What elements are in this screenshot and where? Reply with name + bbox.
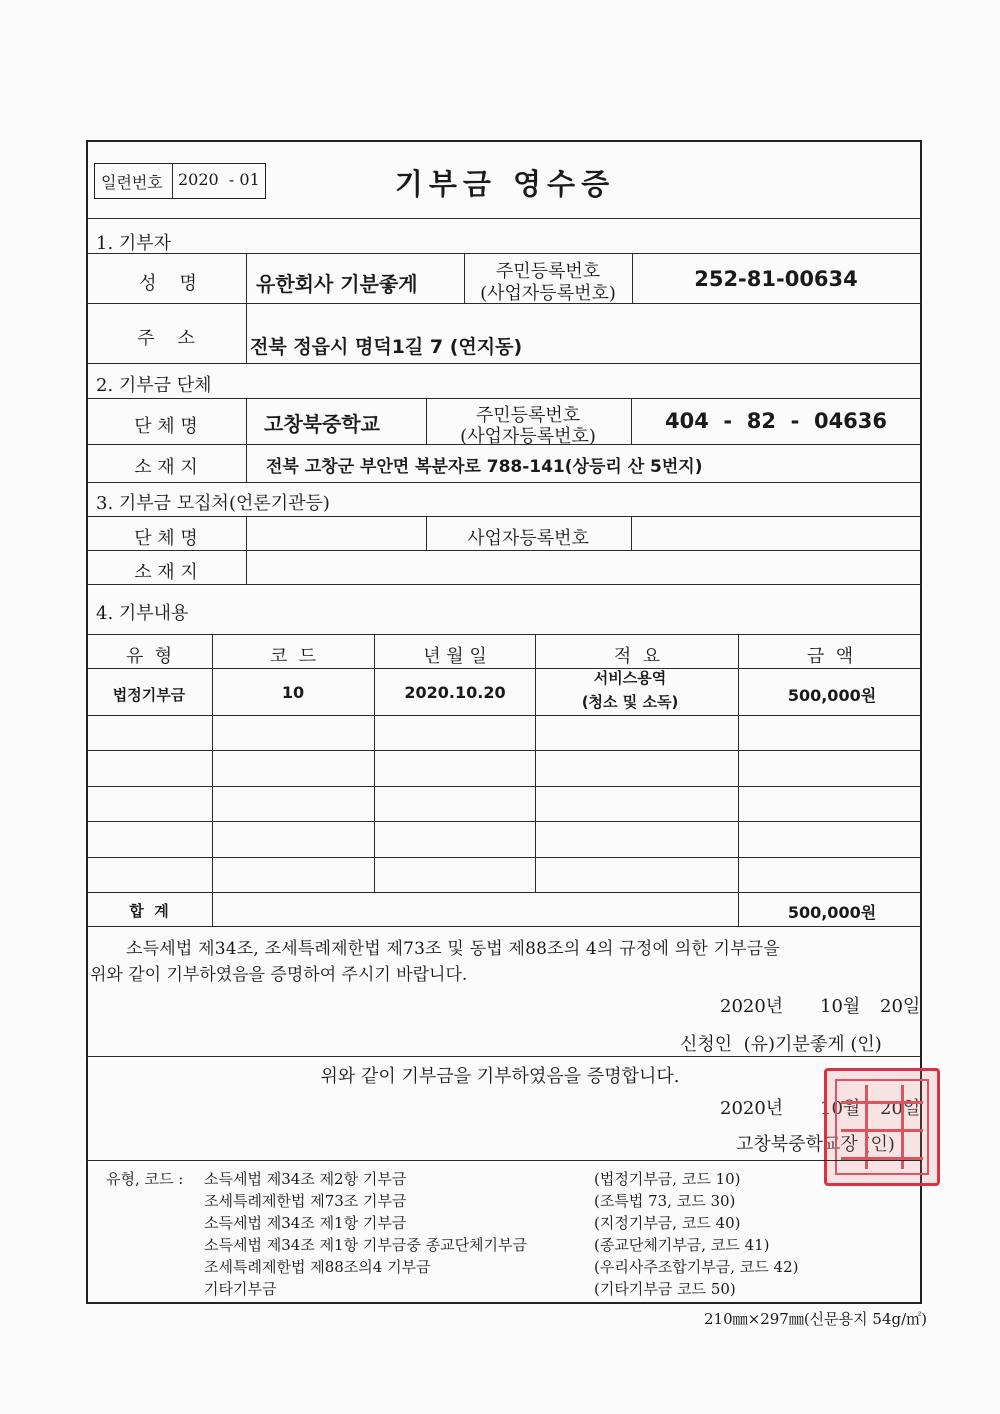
certification-month: 10월	[820, 1098, 861, 1119]
line	[738, 634, 739, 926]
line	[535, 634, 536, 892]
donor-name-label: 성 명	[139, 273, 197, 294]
recipient-org-value: 고창북중학교	[264, 412, 380, 436]
line	[86, 715, 922, 716]
recipient-regno-value: 404 - 82 - 04636	[664, 409, 888, 433]
donor-address-value: 전북 정읍시 명덕1길 7 (연지동)	[250, 336, 523, 358]
collector-location-label: 소 재 지	[134, 562, 198, 583]
donor-regno-value: 252-81-00634	[694, 267, 858, 291]
note-law: 소득세법 제34조 제1항 기부금	[204, 1214, 407, 1232]
donor-regno-label-2: (사업자등록번호)	[480, 283, 616, 304]
row-desc-1: 서비스용역	[593, 669, 667, 687]
donor-regno-label-1: 주민등록번호	[495, 261, 601, 282]
col-header-type: 유 형	[125, 646, 173, 667]
certification-text: 위와 같이 기부금을 기부하였음을 증명합니다.	[320, 1066, 680, 1087]
row-code: 10	[281, 683, 305, 702]
note-code: (조특법 73, 코드 30)	[594, 1192, 736, 1210]
col-header-date: 년 월 일	[423, 646, 487, 667]
recipient-regno-label-2: (사업자등록번호)	[460, 426, 596, 447]
applicant-signature: 신청인 (유)기분좋게 (인)	[680, 1034, 882, 1055]
collector-section-title: 3. 기부금 모집처(언론기관등)	[96, 493, 330, 514]
note-law: 조세특례제한법 제73조 기부금	[204, 1192, 407, 1210]
line	[631, 398, 632, 444]
serial-divider	[172, 163, 173, 199]
line	[86, 550, 922, 551]
note-code: (기타기부금 코드 50)	[594, 1280, 736, 1298]
note-code: (우리사주조합기부금, 코드 42)	[594, 1258, 799, 1276]
line	[86, 516, 922, 517]
line	[86, 218, 922, 219]
certification-year: 2020년	[720, 1098, 784, 1119]
line	[426, 398, 427, 444]
total-amount: 500,000원	[787, 903, 877, 922]
line	[464, 253, 465, 303]
note-law: 조세특례제한법 제88조의4 기부금	[204, 1258, 431, 1276]
line	[86, 821, 922, 822]
note-code: (법정기부금, 코드 10)	[594, 1170, 741, 1188]
line	[246, 253, 247, 363]
line	[86, 750, 922, 751]
line	[632, 253, 633, 303]
recipient-location-value: 전북 고창군 부안면 복분자로 788-141(상등리 산 5번지)	[266, 457, 703, 477]
note-code: (종교단체기부금, 코드 41)	[594, 1236, 770, 1254]
serial-label: 일련번호	[101, 173, 163, 192]
collector-regno-label: 사업자등록번호	[467, 528, 589, 549]
col-header-code: 코 드	[269, 646, 317, 667]
collector-org-label: 단 체 명	[134, 528, 198, 549]
line	[86, 892, 922, 893]
recipient-location-label: 소 재 지	[134, 457, 198, 478]
row-type: 법정기부금	[112, 686, 186, 704]
total-label: 합 계	[129, 902, 169, 920]
line	[86, 786, 922, 787]
line	[86, 482, 922, 483]
line	[86, 444, 922, 445]
declaration-year: 2020년	[720, 996, 784, 1017]
contents-section-title: 4. 기부내용	[96, 603, 189, 624]
declaration-month: 10월	[820, 996, 861, 1017]
line	[212, 634, 213, 926]
recipient-org-label: 단 체 명	[134, 416, 198, 437]
certification-day: 20일	[880, 1098, 921, 1119]
paper-spec-footer: 210㎜×297㎜(신문용지 54g/㎡)	[704, 1310, 928, 1328]
declaration-line-2: 위와 같이 기부하였음을 증명하여 주시기 바랍니다.	[90, 965, 468, 985]
donor-address-label: 주 소	[137, 328, 195, 349]
col-header-desc: 적 요	[613, 646, 661, 667]
line	[426, 516, 427, 550]
document-title: 기부금 영수증	[394, 167, 616, 201]
note-law: 소득세법 제34조 제2항 기부금	[204, 1170, 407, 1188]
row-date: 2020.10.20	[404, 683, 506, 702]
line	[86, 584, 922, 585]
declaration-line-1: 소득세법 제34조, 조세특례제한법 제73조 및 동법 제88조의 4의 규정에 의한 기부금을	[126, 939, 781, 959]
serial-value: 2020 - 01	[178, 170, 260, 189]
line	[374, 634, 375, 892]
line	[246, 398, 247, 482]
note-law: 소득세법 제34조 제1항 기부금중 종교단체기부금	[204, 1236, 528, 1254]
line	[86, 1160, 922, 1161]
recipient-regno-label-1: 주민등록번호	[475, 405, 581, 426]
row-desc-2: (청소 및 소독)	[581, 693, 679, 711]
donor-name-value: 유한회사 기분좋게	[256, 272, 418, 296]
school-seal-stamp	[824, 1068, 940, 1186]
line	[86, 253, 922, 254]
line	[86, 398, 922, 399]
line	[86, 303, 922, 304]
line	[86, 926, 922, 927]
certification-signer: 고창북중학교장 (인)	[736, 1134, 895, 1155]
donor-section-title: 1. 기부자	[96, 233, 172, 254]
line	[86, 857, 922, 858]
notes-label: 유형, 코드 :	[106, 1170, 184, 1188]
declaration-day: 20일	[880, 996, 921, 1017]
col-header-amount: 금 액	[806, 646, 854, 667]
line	[631, 516, 632, 550]
note-law: 기타기부금	[204, 1280, 277, 1298]
row-amount: 500,000원	[787, 686, 877, 705]
note-code: (지정기부금, 코드 40)	[594, 1214, 741, 1232]
line	[86, 1056, 922, 1057]
line	[86, 363, 922, 364]
recipient-section-title: 2. 기부금 단체	[96, 375, 212, 396]
